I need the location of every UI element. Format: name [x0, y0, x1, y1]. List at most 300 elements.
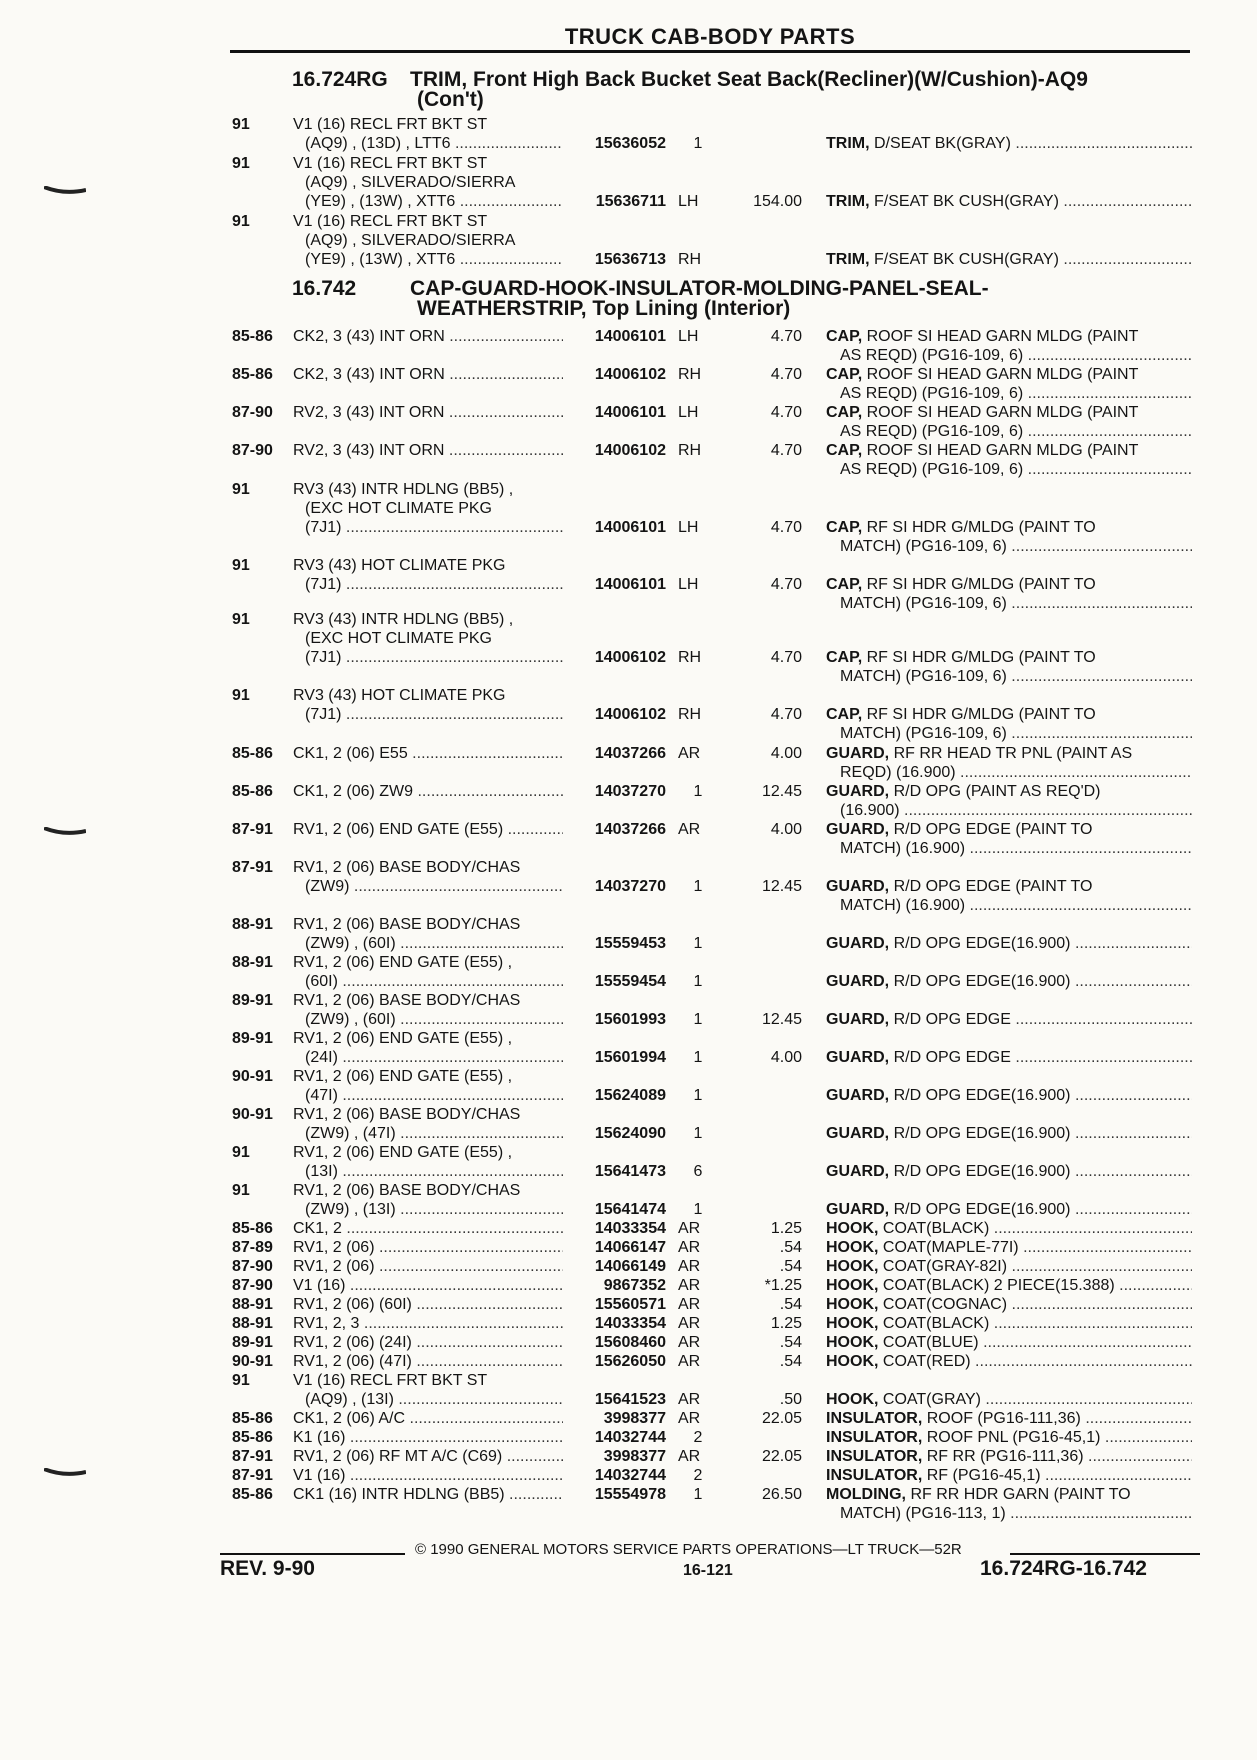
- part-name-line: [826, 365, 1192, 384]
- part-name: [826, 1485, 1192, 1523]
- description-line: (13I) .....: [293, 1162, 563, 1181]
- description-line: CK1 (16) INTR HDLNG (BB5) .....: [293, 1485, 563, 1504]
- part-name: [826, 365, 1192, 403]
- part-name-line: [826, 1276, 1192, 1295]
- part-number: 15636052: [594, 135, 666, 152]
- part-name-line: [826, 1314, 1192, 1333]
- part-name-line: MATCH) (PG16-109, 6) .....: [826, 537, 1192, 556]
- description-line: (47I) .....: [293, 1086, 563, 1105]
- quantity: AR: [678, 1296, 701, 1313]
- application-description: [293, 610, 563, 667]
- application-description: [293, 858, 563, 896]
- part-number: 15636713: [594, 251, 666, 268]
- part-number: 15624090: [594, 1125, 666, 1142]
- part-name: [826, 575, 1192, 613]
- price: 4.70: [770, 649, 802, 666]
- quantity: AR: [678, 1220, 701, 1237]
- part-detail: RF RR HDR GARN (PAINT TO: [910, 1486, 1131, 1503]
- description-line: RV2, 3 (43) INT ORN .....: [293, 403, 563, 422]
- part-name-line: [826, 1428, 1192, 1447]
- footer-rule-right: [1010, 1553, 1200, 1555]
- description-line: (YE9) , (13W) , XTT6 .....: [293, 250, 563, 269]
- price: *1.25: [764, 1277, 802, 1294]
- header-rule: [230, 50, 1190, 53]
- part-category: GUARD,: [826, 783, 890, 800]
- part-name-line: [826, 441, 1192, 460]
- part-detail: R/D OPG EDGE (PAINT TO: [893, 821, 1093, 838]
- part-name: [826, 1124, 1192, 1143]
- part-number: 14033354: [594, 1220, 666, 1237]
- part-number: 14033354: [594, 1315, 666, 1332]
- application-description: [293, 1409, 563, 1428]
- description-line: RV1, 2 (06) BASE BODY/CHAS: [293, 992, 521, 1009]
- description-line: RV1, 2 (06) BASE BODY/CHAS: [293, 1106, 521, 1123]
- part-name: [826, 877, 1192, 915]
- part-name-line: [826, 192, 1192, 211]
- part-number: 14006101: [594, 404, 666, 421]
- part-number: 15554978: [594, 1486, 666, 1503]
- model-year: 87-89: [232, 1239, 273, 1256]
- quantity: 1: [693, 1486, 703, 1503]
- part-number: 15641473: [594, 1163, 666, 1180]
- part-detail: ROOF (PG16-111,36): [926, 1410, 1081, 1427]
- part-name: [826, 1276, 1192, 1295]
- part-number: 14006102: [594, 366, 666, 383]
- part-name-line: [826, 1048, 1192, 1067]
- section-number: 16.724RG: [292, 68, 388, 91]
- section-title: CAP-GUARD-HOOK-INSULATOR-MOLDING-PANEL-SEAL-: [410, 277, 989, 300]
- application-description: [293, 1105, 563, 1143]
- part-category: GUARD,: [826, 1125, 890, 1142]
- price: 12.45: [761, 783, 802, 800]
- part-detail: RF (PG16-45,1): [926, 1467, 1041, 1484]
- part-name-line: [826, 1124, 1192, 1143]
- application-description: [293, 212, 563, 269]
- description-line: (ZW9) .....: [293, 877, 563, 896]
- part-detail: ROOF SI HEAD GARN MLDG (PAINT: [866, 442, 1139, 459]
- part-category: CAP,: [826, 649, 863, 666]
- price: 22.05: [761, 1448, 802, 1465]
- part-number: 14006102: [594, 649, 666, 666]
- quantity: 1: [693, 1125, 703, 1142]
- part-name: [826, 1295, 1192, 1314]
- model-year: 85-86: [232, 1410, 273, 1427]
- price: .50: [779, 1391, 802, 1408]
- description-line: RV1, 2 (06) (24I) .....: [293, 1333, 563, 1352]
- part-category: CAP,: [826, 576, 863, 593]
- price: .54: [779, 1334, 802, 1351]
- quantity: AR: [678, 821, 701, 838]
- part-name-line: [826, 1466, 1192, 1485]
- part-name-line: [826, 403, 1192, 422]
- application-description: [293, 1257, 563, 1276]
- price: 4.70: [770, 442, 802, 459]
- application-description: [293, 686, 563, 724]
- part-category: GUARD,: [826, 878, 890, 895]
- part-name-line: [826, 744, 1192, 763]
- description-line: RV1, 2 (06) RF MT A/C (C69) .....: [293, 1447, 563, 1466]
- section-heading-1: [292, 70, 1088, 110]
- model-year: 88-91: [232, 916, 273, 933]
- part-number: 14032744: [594, 1467, 666, 1484]
- price: 4.70: [770, 576, 802, 593]
- part-detail: R/D OPG (PAINT AS REQ'D): [893, 783, 1101, 800]
- quantity: RH: [678, 251, 702, 268]
- model-year: 88-91: [232, 1296, 273, 1313]
- part-name: [826, 782, 1192, 820]
- application-description: [293, 820, 563, 839]
- application-description: [293, 782, 563, 801]
- price: 4.70: [770, 706, 802, 723]
- description-line: V1 (16) RECL FRT BKT ST: [293, 213, 488, 230]
- part-number: 15626050: [594, 1353, 666, 1370]
- quantity: AR: [678, 1391, 701, 1408]
- part-category: TRIM,: [826, 251, 870, 268]
- quantity: 1: [693, 1087, 703, 1104]
- description-line: (AQ9) , (13I) .....: [293, 1390, 563, 1409]
- description-line: K1 (16) .....: [293, 1428, 563, 1447]
- part-category: INSULATOR,: [826, 1448, 923, 1465]
- part-number: 14066147: [594, 1239, 666, 1256]
- price: 4.70: [770, 328, 802, 345]
- description-line: V1 (16) .....: [293, 1466, 563, 1485]
- part-detail: R/D OPG EDGE (PAINT TO: [893, 878, 1093, 895]
- description-line: (ZW9) , (60I) .....: [293, 934, 563, 953]
- part-category: GUARD,: [826, 745, 890, 762]
- part-name: [826, 1409, 1192, 1428]
- quantity: 1: [693, 878, 703, 895]
- description-line: RV1, 2 (06) END GATE (E55) ,: [293, 1068, 513, 1085]
- application-description: [293, 556, 563, 594]
- application-description: [293, 1219, 563, 1238]
- footer-rule-left: [220, 1553, 405, 1555]
- description-line: CK1, 2 .....: [293, 1219, 563, 1238]
- price: 4.70: [770, 519, 802, 536]
- part-category: GUARD,: [826, 821, 890, 838]
- application-description: [293, 915, 563, 953]
- part-detail: R/D OPG EDGE(16.900): [893, 935, 1071, 952]
- description-line: (7J1) .....: [293, 648, 563, 667]
- application-description: [293, 953, 563, 991]
- application-description: [293, 1466, 563, 1485]
- part-detail: D/SEAT BK(GRAY): [874, 135, 1011, 152]
- quantity: 1: [693, 783, 703, 800]
- application-description: [293, 115, 563, 153]
- description-line: V1 (16) RECL FRT BKT ST: [293, 155, 488, 172]
- part-detail: COAT(BLACK) 2 PIECE(15.388): [882, 1277, 1115, 1294]
- price: 12.45: [761, 878, 802, 895]
- part-category: HOOK,: [826, 1258, 879, 1275]
- part-name: [826, 1447, 1192, 1466]
- part-name-line: [826, 1352, 1192, 1371]
- application-description: [293, 1067, 563, 1105]
- part-name-line: [826, 648, 1192, 667]
- part-number: 14066149: [594, 1258, 666, 1275]
- application-description: [293, 1181, 563, 1219]
- part-number: 3998377: [603, 1410, 666, 1427]
- part-number: 14037270: [594, 783, 666, 800]
- part-name: [826, 648, 1192, 686]
- price: .54: [779, 1353, 802, 1370]
- price: 1.25: [770, 1220, 802, 1237]
- part-name-line: [826, 1485, 1192, 1504]
- part-name: [826, 518, 1192, 556]
- part-category: TRIM,: [826, 135, 870, 152]
- part-name-line: MATCH) (16.900) .....: [826, 896, 1192, 915]
- part-category: HOOK,: [826, 1296, 879, 1313]
- model-year: 90-91: [232, 1068, 273, 1085]
- model-year: 87-91: [232, 1448, 273, 1465]
- description-line: (7J1) .....: [293, 518, 563, 537]
- part-number: 9867352: [603, 1277, 666, 1294]
- binding-mark: [44, 827, 86, 837]
- application-description: [293, 327, 563, 346]
- application-description: [293, 1485, 563, 1504]
- application-description: [293, 1295, 563, 1314]
- quantity: LH: [678, 328, 699, 345]
- price: 1.25: [770, 1315, 802, 1332]
- part-number: 14006102: [594, 442, 666, 459]
- part-detail: F/SEAT BK CUSH(GRAY): [874, 193, 1059, 210]
- model-year: 85-86: [232, 1220, 273, 1237]
- description-line: V1 (16) .....: [293, 1276, 563, 1295]
- part-name: [826, 327, 1192, 365]
- quantity: AR: [678, 745, 701, 762]
- model-year: 85-86: [232, 328, 273, 345]
- part-number: 14037270: [594, 878, 666, 895]
- part-category: HOOK,: [826, 1277, 879, 1294]
- part-name: [826, 1314, 1192, 1333]
- part-category: INSULATOR,: [826, 1410, 923, 1427]
- part-category: GUARD,: [826, 1163, 890, 1180]
- quantity: 1: [693, 1049, 703, 1066]
- part-detail: F/SEAT BK CUSH(GRAY): [874, 251, 1059, 268]
- part-detail: COAT(COGNAC): [882, 1296, 1008, 1313]
- part-detail: R/D OPG EDGE(16.900): [893, 973, 1071, 990]
- price: 4.00: [770, 821, 802, 838]
- quantity: LH: [678, 404, 699, 421]
- application-description: [293, 1333, 563, 1352]
- part-category: MOLDING,: [826, 1486, 906, 1503]
- price: 26.50: [761, 1486, 802, 1503]
- description-line: RV1, 2 (06) BASE BODY/CHAS: [293, 916, 521, 933]
- model-year: 89-91: [232, 1030, 273, 1047]
- part-name-line: MATCH) (16.900) .....: [826, 839, 1192, 858]
- part-category: CAP,: [826, 404, 863, 421]
- section-title: TRIM, Front High Back Bucket Seat Back(Recliner)(W/Cushion)-AQ9: [410, 68, 1088, 91]
- part-category: CAP,: [826, 366, 863, 383]
- application-description: [293, 480, 563, 537]
- description-line: CK2, 3 (43) INT ORN .....: [293, 365, 563, 384]
- part-category: CAP,: [826, 442, 863, 459]
- part-name-line: [826, 1295, 1192, 1314]
- part-name-line: [826, 1409, 1192, 1428]
- description-line: CK2, 3 (43) INT ORN .....: [293, 327, 563, 346]
- part-category: GUARD,: [826, 1049, 890, 1066]
- page-title: TRUCK CAB-BODY PARTS: [564, 24, 856, 49]
- description-line: (24I) .....: [293, 1048, 563, 1067]
- part-name-line: AS REQD) (PG16-109, 6) .....: [826, 422, 1192, 441]
- part-name-line: MATCH) (PG16-109, 6) .....: [826, 594, 1192, 613]
- description-line: V1 (16) RECL FRT BKT ST: [293, 116, 488, 133]
- part-number: 15641523: [594, 1391, 666, 1408]
- part-name-line: [826, 1010, 1192, 1029]
- description-line: RV2, 3 (43) INT ORN .....: [293, 441, 563, 460]
- part-name: [826, 1200, 1192, 1219]
- revision-label: REV. 9-90: [220, 1557, 315, 1580]
- part-detail: RF RR (PG16-111,36): [926, 1448, 1084, 1465]
- model-year: 89-91: [232, 992, 273, 1009]
- application-description: [293, 365, 563, 384]
- part-detail: COAT(RED): [882, 1353, 971, 1370]
- part-name-line: [826, 1200, 1192, 1219]
- section-range: 16.724RG-16.742: [980, 1557, 1147, 1580]
- binding-mark: [44, 186, 86, 196]
- part-category: CAP,: [826, 328, 863, 345]
- part-name-line: [826, 1238, 1192, 1257]
- description-line: CK1, 2 (06) A/C .....: [293, 1409, 563, 1428]
- model-year: 88-91: [232, 1315, 273, 1332]
- part-name-line: [826, 972, 1192, 991]
- application-description: [293, 1371, 563, 1409]
- part-number: 15636711: [595, 193, 666, 210]
- part-name: [826, 1257, 1192, 1276]
- part-number: 15624089: [594, 1087, 666, 1104]
- quantity: RH: [678, 649, 702, 666]
- model-year: 90-91: [232, 1106, 273, 1123]
- part-category: HOOK,: [826, 1220, 879, 1237]
- description-line: V1 (16) RECL FRT BKT ST: [293, 1372, 488, 1389]
- quantity: LH: [678, 519, 699, 536]
- description-line: (YE9) , (13W) , XTT6 .....: [293, 192, 563, 211]
- price: .54: [779, 1239, 802, 1256]
- part-name: [826, 934, 1192, 953]
- quantity: AR: [678, 1239, 701, 1256]
- part-name: [826, 1086, 1192, 1105]
- part-name: [826, 1010, 1192, 1029]
- quantity: AR: [678, 1258, 701, 1275]
- copyright: © 1990 GENERAL MOTORS SERVICE PARTS OPERATIONS—LT TRUCK—52R: [415, 1541, 962, 1558]
- price: 4.00: [770, 745, 802, 762]
- quantity: 6: [693, 1163, 703, 1180]
- binding-mark: [44, 1468, 86, 1478]
- part-name: [826, 1428, 1192, 1447]
- description-line: RV1, 2 (06) .....: [293, 1238, 563, 1257]
- application-description: [293, 1314, 563, 1333]
- part-detail: ROOF PNL (PG16-45,1): [926, 1429, 1101, 1446]
- model-year: 91: [232, 116, 250, 133]
- part-name: [826, 744, 1192, 782]
- part-name-line: [826, 820, 1192, 839]
- part-category: CAP,: [826, 706, 863, 723]
- part-name-line: [826, 1219, 1192, 1238]
- model-year: 85-86: [232, 366, 273, 383]
- part-name: [826, 820, 1192, 858]
- part-name: [826, 441, 1192, 479]
- description-line: RV1, 2 (06) END GATE (E55) ,: [293, 954, 513, 971]
- application-description: [293, 744, 563, 763]
- model-year: 87-90: [232, 404, 273, 421]
- description-line: RV1, 2 (06) (60I) .....: [293, 1295, 563, 1314]
- part-name-line: [826, 1162, 1192, 1181]
- part-name-line: [826, 575, 1192, 594]
- part-name-line: [826, 1390, 1192, 1409]
- part-detail: R/D OPG EDGE(16.900): [893, 1125, 1071, 1142]
- quantity: LH: [678, 576, 699, 593]
- price: .54: [779, 1296, 802, 1313]
- price: 22.05: [761, 1410, 802, 1427]
- part-name-line: [826, 877, 1192, 896]
- quantity: AR: [678, 1315, 701, 1332]
- part-name: [826, 1162, 1192, 1181]
- part-name-line: [826, 250, 1192, 269]
- description-line: (ZW9) , (60I) .....: [293, 1010, 563, 1029]
- application-description: [293, 154, 563, 211]
- part-detail: COAT(BLACK): [882, 1315, 990, 1332]
- price: .54: [779, 1258, 802, 1275]
- part-number: 14006101: [594, 328, 666, 345]
- application-description: [293, 1143, 563, 1181]
- part-name-line: AS REQD) (PG16-109, 6) .....: [826, 460, 1192, 479]
- part-name-line: MATCH) (PG16-109, 6) .....: [826, 724, 1192, 743]
- quantity: 1: [693, 135, 703, 152]
- part-category: CAP,: [826, 519, 863, 536]
- description-line: RV3 (43) INTR HDLNG (BB5) ,: [293, 611, 514, 628]
- application-description: [293, 1447, 563, 1466]
- part-detail: R/D OPG EDGE(16.900): [893, 1201, 1071, 1218]
- part-category: GUARD,: [826, 935, 890, 952]
- description-line: RV1, 2, 3 .....: [293, 1314, 563, 1333]
- price: 4.00: [770, 1049, 802, 1066]
- part-number: 15559454: [594, 973, 666, 990]
- description-line: (EXC HOT CLIMATE PKG: [305, 500, 492, 517]
- quantity: AR: [678, 1448, 701, 1465]
- part-detail: R/D OPG EDGE: [893, 1011, 1011, 1028]
- quantity: AR: [678, 1410, 701, 1427]
- part-number: 14006101: [594, 519, 666, 536]
- description-line: (7J1) .....: [293, 575, 563, 594]
- model-year: 87-91: [232, 1467, 273, 1484]
- quantity: 2: [693, 1429, 703, 1446]
- model-year: 91: [232, 481, 250, 498]
- description-line: RV1, 2 (06) BASE BODY/CHAS: [293, 859, 521, 876]
- part-detail: RF SI HDR G/MLDG (PAINT TO: [866, 706, 1096, 723]
- section-heading-2: [292, 279, 989, 319]
- part-number: 14006101: [594, 576, 666, 593]
- description-line: RV1, 2 (06) END GATE (E55) ,: [293, 1144, 513, 1161]
- part-name-line: (16.900) .....: [826, 801, 1192, 820]
- part-name: [826, 705, 1192, 743]
- quantity: 1: [693, 935, 703, 952]
- part-detail: COAT(BLUE): [882, 1334, 979, 1351]
- quantity: AR: [678, 1277, 701, 1294]
- part-category: HOOK,: [826, 1315, 879, 1332]
- part-number: 14037266: [594, 821, 666, 838]
- description-line: RV1, 2 (06) END GATE (E55) ,: [293, 1030, 513, 1047]
- description-line: (ZW9) , (47I) .....: [293, 1124, 563, 1143]
- model-year: 91: [232, 1372, 250, 1389]
- part-name: [826, 972, 1192, 991]
- price: 12.45: [761, 1011, 802, 1028]
- part-category: INSULATOR,: [826, 1429, 923, 1446]
- part-number: 15641474: [594, 1201, 666, 1218]
- part-name-line: MATCH) (PG16-109, 6) .....: [826, 667, 1192, 686]
- part-number: 14006102: [594, 706, 666, 723]
- part-name-line: [826, 1447, 1192, 1466]
- part-name-line: AS REQD) (PG16-109, 6) .....: [826, 384, 1192, 403]
- part-number: 14032744: [594, 1429, 666, 1446]
- part-name: [826, 1048, 1192, 1067]
